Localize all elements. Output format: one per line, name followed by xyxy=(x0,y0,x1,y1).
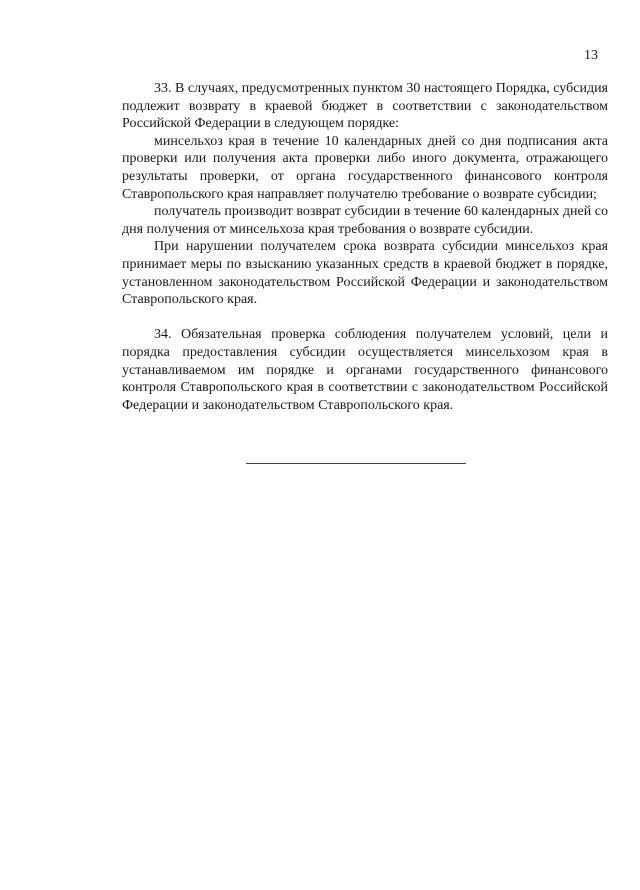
paragraph-34: 34. Обязательная проверка соблюдения получателем условий, цели и порядка предоставления субсидии осуществляется минсельхозом края в устанавливаемом им порядке и органами государственного финансового контроля Ставропольского края в соответствии с законодательством Российской Федерации и законодательством Ставропольского края. xyxy=(122,327,608,413)
page-number: 13 xyxy=(584,48,598,63)
paragraph-33-step-1: минсельхоз края в течение 10 календарных дней со дня подписания акта проверки или получения акта проверки либо иного документа, отражающего результаты проверки, от органа государственного финансового контроля Ставропольского края направляет получателю требование о возврате субсидии; xyxy=(122,133,608,202)
paragraph-33-step-2: получатель производит возврат субсидии в течение 60 календарных дней со дня получения от минсельхоза края требования о возврате субсидии. xyxy=(122,204,608,237)
document-body xyxy=(122,80,608,414)
paragraph-33-intro: 33. В случаях, предусмотренных пунктом 30 настоящего Порядка, субсидия подлежит возврату в краевой бюджет в соответствии с законодательством Российской Федерации в следующем порядке: xyxy=(122,81,608,132)
end-of-document-line xyxy=(246,463,466,464)
paragraph-33-violation: При нарушении получателем срока возврата субсидии минсельхоз края принимает меры по взысканию указанных средств в краевой бюджет в порядке, установленном законодательством Российской Федерации и законодательством Ставропольского края. xyxy=(122,239,608,308)
